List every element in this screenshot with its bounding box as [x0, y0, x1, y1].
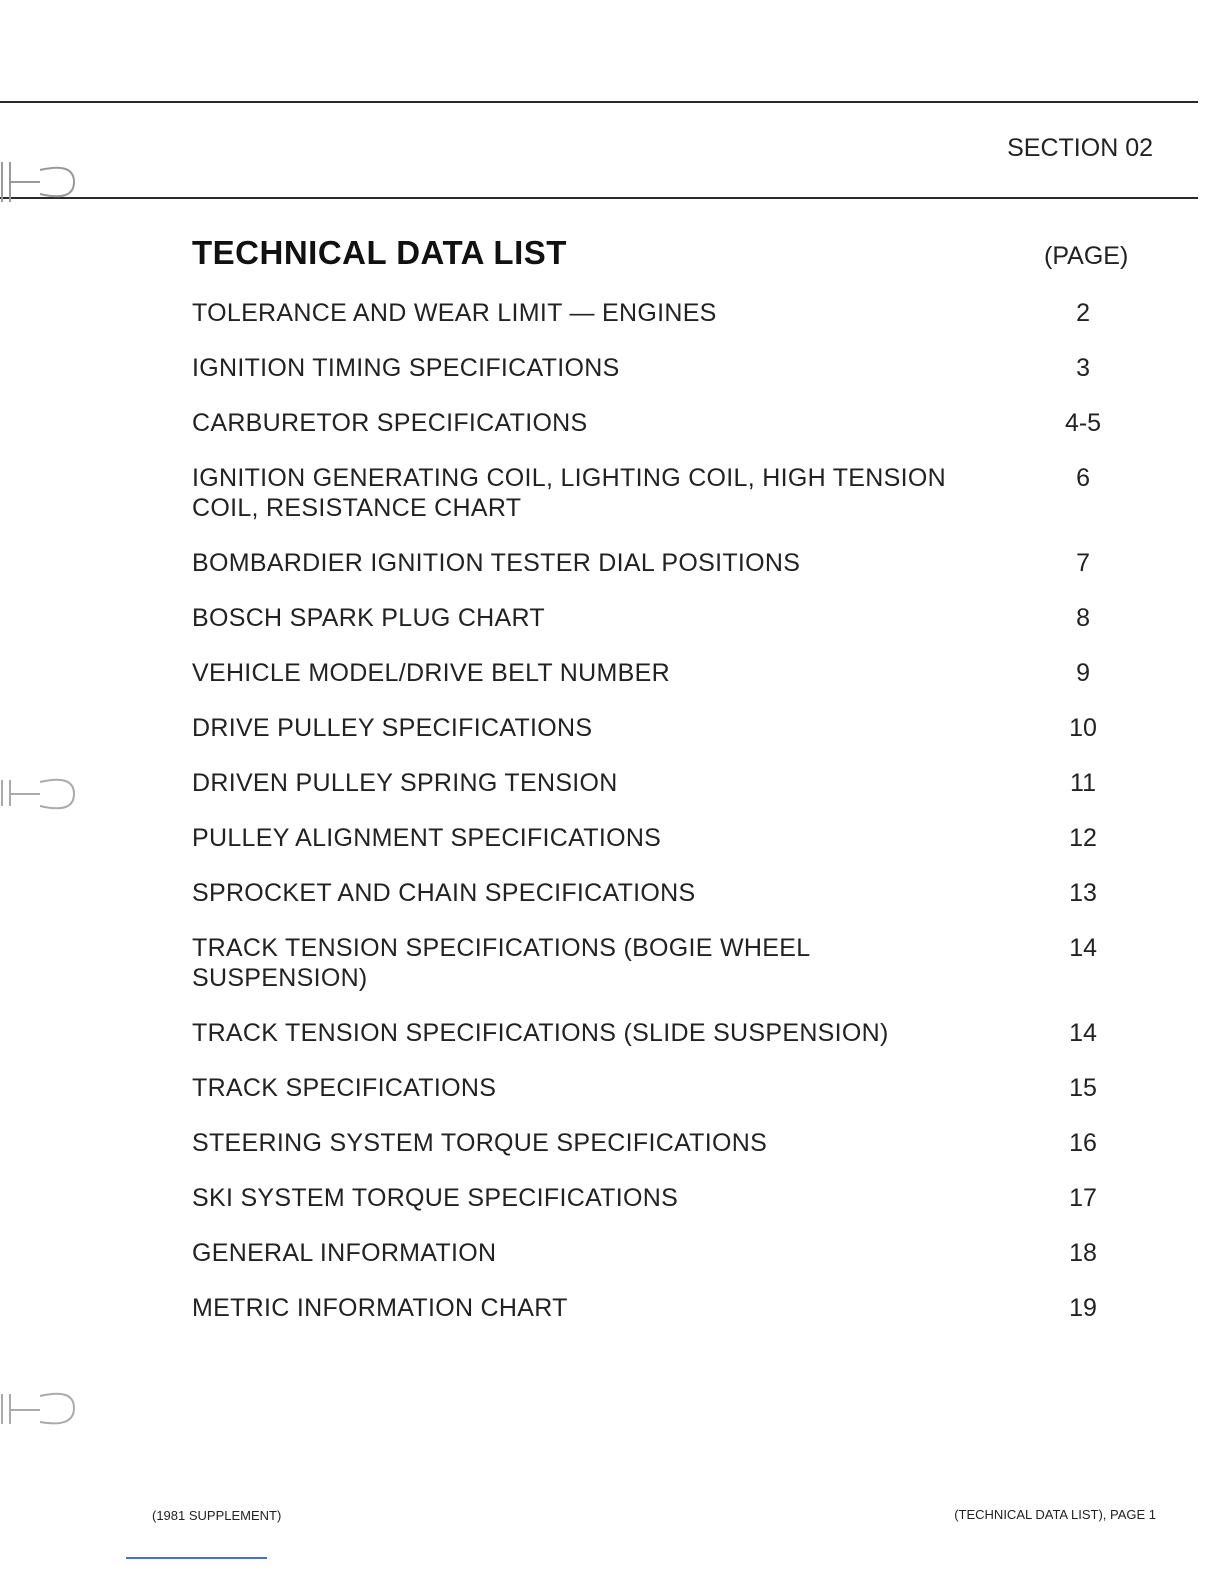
toc-entry-title: DRIVEN PULLEY SPRING TENSION — [192, 769, 618, 797]
toc-entry-page: 11 — [1070, 769, 1096, 797]
toc-entry-page: 18 — [1069, 1239, 1097, 1267]
toc-entry-page: 12 — [1069, 824, 1097, 852]
toc-entry-page: 7 — [1076, 549, 1090, 577]
toc-entry-title: IGNITION GENERATING COIL, LIGHTING COIL, HIGH TENSION COIL, RESISTANCE CHART — [192, 464, 946, 522]
toc-entry — [192, 1238, 1152, 1293]
toc-entry — [192, 463, 1152, 548]
toc-entry-page: 14 — [1069, 934, 1098, 962]
toc-entry-title: IGNITION TIMING SPECIFICATIONS — [192, 354, 620, 382]
toc-entry-title: DRIVE PULLEY SPECIFICATIONS — [192, 714, 593, 742]
toc-entry-page: 2 — [1076, 299, 1090, 327]
toc-entry-title: TRACK SPECIFICATIONS — [192, 1074, 497, 1102]
footer-page-label: (TECHNICAL DATA LIST), PAGE 1 — [954, 1507, 1156, 1522]
toc-entry-page: 13 — [1069, 879, 1097, 907]
toc-entry — [192, 933, 1152, 1018]
toc-entry-title: PULLEY ALIGNMENT SPECIFICATIONS — [192, 824, 662, 852]
toc-entry — [192, 1018, 1152, 1073]
toc-entry-page: 10 — [1069, 714, 1097, 742]
toc-entry-title: CARBURETOR SPECIFICATIONS — [192, 409, 588, 437]
toc-entry — [192, 768, 1152, 823]
section-label: SECTION 02 — [1007, 134, 1153, 162]
toc-entry-title: BOMBARDIER IGNITION TESTER DIAL POSITIONS — [192, 549, 801, 577]
toc-entry-page: 16 — [1069, 1129, 1097, 1157]
toc-entry — [192, 713, 1152, 768]
header-rule — [0, 197, 1198, 199]
toc-entry — [192, 548, 1152, 603]
toc-entry — [192, 603, 1152, 658]
toc-entry-page: 9 — [1076, 659, 1090, 687]
toc-entry — [192, 298, 1152, 353]
toc-entry-title: GENERAL INFORMATION — [192, 1239, 497, 1267]
toc-entry — [192, 658, 1152, 713]
toc-entry-page: 15 — [1069, 1074, 1097, 1102]
binder-hole-mark — [0, 1384, 80, 1430]
toc-entry-title: BOSCH SPARK PLUG CHART — [192, 604, 545, 632]
toc-entry-page: 4-5 — [1064, 409, 1102, 437]
toc-entry-title: SPROCKET AND CHAIN SPECIFICATIONS — [192, 879, 696, 907]
toc-entry-page: 6 — [1076, 464, 1090, 492]
toc-entry-page: 19 — [1069, 1294, 1097, 1322]
page-column-label: (PAGE) — [1044, 242, 1129, 270]
toc-entry-title: TRACK TENSION SPECIFICATIONS (SLIDE SUSPENSION) — [192, 1019, 889, 1047]
toc-entry-title: TOLERANCE AND WEAR LIMIT — ENGINES — [192, 299, 717, 327]
document-title: TECHNICAL DATA LIST — [192, 234, 567, 271]
binder-hole-mark — [0, 158, 80, 204]
toc-entry-page: 3 — [1076, 354, 1090, 382]
toc-entry-title: METRIC INFORMATION CHART — [192, 1294, 568, 1322]
top-rule — [0, 101, 1198, 103]
binder-hole-mark — [0, 770, 80, 816]
bottom-underline — [126, 1557, 267, 1559]
toc-entry — [192, 878, 1152, 933]
toc-entry — [192, 1073, 1152, 1128]
toc-entry-page: 8 — [1076, 604, 1090, 632]
toc-entry-title: STEERING SYSTEM TORQUE SPECIFICATIONS — [192, 1129, 768, 1157]
toc-entry — [192, 1128, 1152, 1183]
toc-entry-page: 17 — [1069, 1184, 1097, 1212]
toc-entry — [192, 408, 1152, 463]
toc-entry — [192, 1293, 1152, 1348]
toc-entry-title: SKI SYSTEM TORQUE SPECIFICATIONS — [192, 1184, 679, 1212]
table-of-contents — [192, 298, 1152, 1348]
toc-entry-title: TRACK TENSION SPECIFICATIONS (BOGIE WHEEL SUSPENSION) — [192, 934, 810, 992]
toc-entry-page: 14 — [1069, 1019, 1097, 1047]
toc-entry — [192, 353, 1152, 408]
toc-entry — [192, 1183, 1152, 1238]
footer-supplement-label: (1981 SUPPLEMENT) — [152, 1508, 282, 1523]
toc-entry-title: VEHICLE MODEL/DRIVE BELT NUMBER — [192, 659, 670, 687]
toc-entry — [192, 823, 1152, 878]
